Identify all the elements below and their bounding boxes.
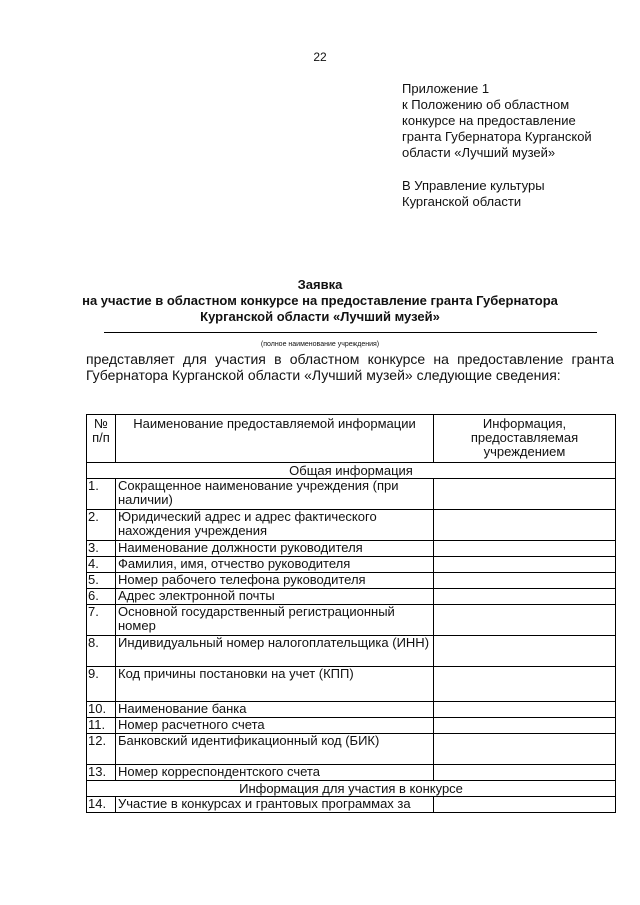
application-table [86,414,616,813]
table-row [87,573,616,589]
section-general: Общая информация [87,463,616,479]
row-value-cell[interactable] [434,636,616,667]
table-row [87,797,616,813]
row-number: 8. [87,636,116,667]
row-number: 4. [87,557,116,573]
title-line: Заявка [297,277,343,292]
table-row [87,541,616,557]
header-number: № п/п [87,415,116,463]
row-name: Банковский идентификационный код (БИК) [116,734,434,765]
page-number: 22 [313,50,327,64]
row-number: 13. [87,765,116,781]
row-number: 12. [87,734,116,765]
appendix-line: гранта Губернатора Курганской [402,129,592,144]
row-name: Номер рабочего телефона руководителя [116,573,434,589]
table-row [87,734,616,765]
row-value-cell[interactable] [434,797,616,813]
row-value-cell[interactable] [434,479,616,510]
row-value-cell[interactable] [434,765,616,781]
appendix-line: области «Лучший музей» [402,145,556,160]
table-row [87,718,616,734]
institution-fill-line [104,332,597,333]
intro-paragraph [86,351,614,383]
addressee-block [402,178,545,210]
row-name: Номер корреспондентского счета [116,765,434,781]
intro-line: Губернатора Курганской области «Лучший музей» следующие сведения: [86,367,561,383]
row-name: Основной государственный регистрационный номер [116,605,434,636]
appendix-block [402,81,592,161]
row-value-cell[interactable] [434,510,616,541]
row-name: Номер расчетного счета [116,718,434,734]
title-line: Курганской области «Лучший музей» [200,309,440,324]
row-name: Наименование банка [116,702,434,718]
row-number: 7. [87,605,116,636]
addressee-line: В Управление культуры [402,178,545,193]
table-row [87,557,616,573]
row-value-cell[interactable] [434,573,616,589]
fill-caption: (полное наименование учреждения) [260,341,380,348]
row-number: 1. [87,479,116,510]
appendix-line: к Положению об областном [402,97,570,112]
row-value-cell[interactable] [434,557,616,573]
row-value-cell[interactable] [434,734,616,765]
row-name: Участие в конкурсах и грантовых программах за [116,797,434,813]
row-value-cell[interactable] [434,589,616,605]
appendix-line: конкурсе на предоставление [402,113,576,128]
header-info: Информация, предоставляемая учреждением [434,415,616,463]
row-value-cell[interactable] [434,605,616,636]
row-number: 6. [87,589,116,605]
row-number: 2. [87,510,116,541]
row-value-cell[interactable] [434,718,616,734]
row-name: Код причины постановки на учет (КПП) [116,667,434,702]
intro-line: представляет для участия в областном конкурсе на предоставление гранта [86,351,614,367]
row-value-cell[interactable] [434,667,616,702]
row-name: Сокращенное наименование учреждения (при наличии) [116,479,434,510]
header-name: Наименование предоставляемой информации [116,415,434,463]
table-row [87,605,616,636]
row-name: Фамилия, имя, отчество руководителя [116,557,434,573]
row-number: 14. [87,797,116,813]
table-row [87,702,616,718]
row-name: Наименование должности руководителя [116,541,434,557]
table-row [87,765,616,781]
section-contest: Информация для участия в конкурсе [87,781,616,797]
table-row [87,479,616,510]
row-name: Юридический адрес и адрес фактического нахождения учреждения [116,510,434,541]
table-row [87,589,616,605]
document-title [0,277,640,325]
row-number: 3. [87,541,116,557]
appendix-line: Приложение 1 [402,81,490,96]
table-row [87,667,616,702]
addressee-line: Курганской области [402,194,522,209]
table-row [87,636,616,667]
section-row [87,463,616,479]
table-row [87,510,616,541]
row-name: Индивидуальный номер налогоплательщика (ИНН) [116,636,434,667]
section-row [87,781,616,797]
row-value-cell[interactable] [434,541,616,557]
title-line: на участие в областном конкурсе на предоставление гранта Губернатора [82,293,558,308]
row-number: 9. [87,667,116,702]
table-header-row [87,415,616,463]
row-name: Адрес электронной почты [116,589,434,605]
row-number: 10. [87,702,116,718]
row-value-cell[interactable] [434,702,616,718]
row-number: 5. [87,573,116,589]
row-number: 11. [87,718,116,734]
